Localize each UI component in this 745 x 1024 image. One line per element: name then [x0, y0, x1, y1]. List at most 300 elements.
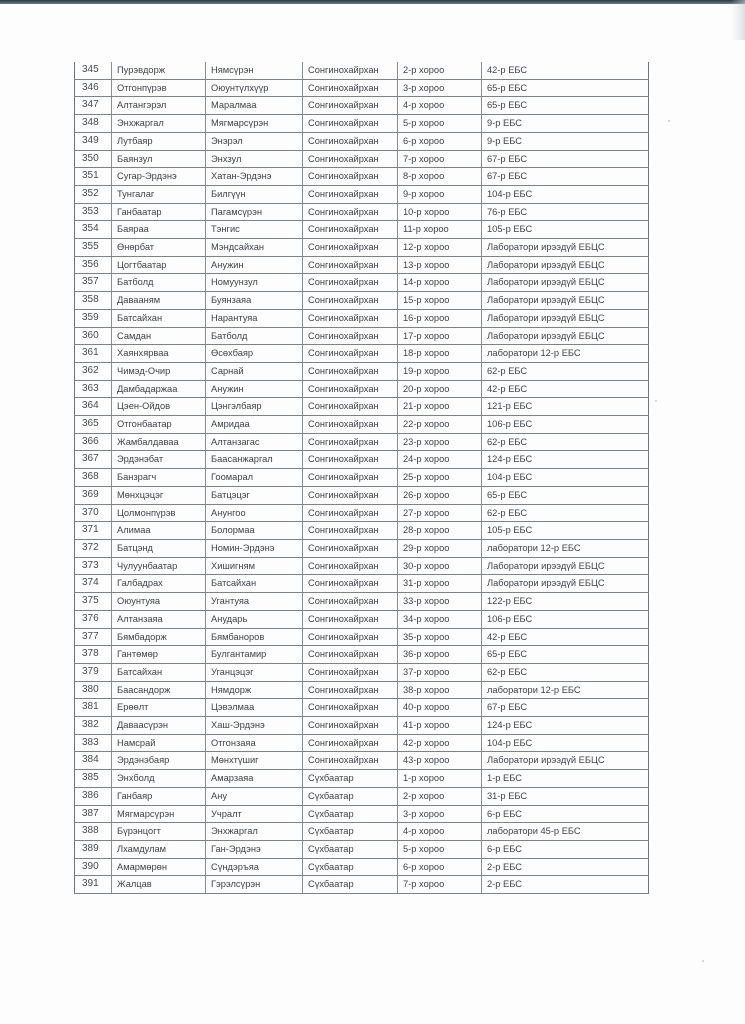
row-number: 390: [75, 858, 112, 876]
surname-cell: Тунгалаг: [112, 185, 206, 203]
district-cell: Сонгинохайрхан: [303, 345, 398, 363]
table-row: [75, 433, 649, 451]
given-name-cell: Хатан-Эрдэнэ: [206, 168, 303, 186]
khoroo-cell: 43-р хороо: [398, 752, 482, 770]
khoroo-cell: 35-р хороо: [398, 628, 482, 646]
surname-cell: Лхамдулам: [112, 840, 206, 858]
institution-cell: Лаборатори ирээдүй ЕБЦС: [482, 575, 649, 593]
khoroo-cell: 2-р хороо: [398, 62, 482, 79]
district-cell: Сонгинохайрхан: [303, 610, 398, 628]
given-name-cell: Нямдорж: [206, 681, 303, 699]
table-row: [75, 150, 649, 168]
scan-top-edge: [0, 0, 745, 4]
table-row: [75, 256, 649, 274]
given-name-cell: Ану: [206, 787, 303, 805]
surname-cell: Алтангэрэл: [112, 97, 206, 115]
row-number: 354: [75, 221, 112, 239]
khoroo-cell: 31-р хороо: [398, 575, 482, 593]
row-number: 364: [75, 398, 112, 416]
table-row: [75, 840, 649, 858]
given-name-cell: Өсөхбаяр: [206, 345, 303, 363]
given-name-cell: Алтанзагас: [206, 433, 303, 451]
district-cell: Сонгинохайрхан: [303, 646, 398, 664]
institution-cell: 67-р ЕБС: [482, 699, 649, 717]
khoroo-cell: 7-р хороо: [398, 150, 482, 168]
row-number: 385: [75, 770, 112, 788]
table-row: [75, 610, 649, 628]
row-number: 377: [75, 628, 112, 646]
institution-cell: лаборатори 45-р ЕБС: [482, 823, 649, 841]
table-row: [75, 309, 649, 327]
khoroo-cell: 36-р хороо: [398, 646, 482, 664]
institution-cell: Лаборатори ирээдүй ЕБЦС: [482, 292, 649, 310]
district-cell: Сонгинохайрхан: [303, 717, 398, 735]
institution-cell: 104-р ЕБС: [482, 185, 649, 203]
district-cell: Сонгинохайрхан: [303, 309, 398, 327]
given-name-cell: Ган-Эрдэнэ: [206, 840, 303, 858]
given-name-cell: Сүндэръяа: [206, 858, 303, 876]
district-cell: Сонгинохайрхан: [303, 734, 398, 752]
khoroo-cell: 17-р хороо: [398, 327, 482, 345]
row-number: 366: [75, 433, 112, 451]
table-row: [75, 628, 649, 646]
surname-cell: Баасандорж: [112, 681, 206, 699]
given-name-cell: Амридаа: [206, 416, 303, 434]
surname-cell: Ганбаяр: [112, 787, 206, 805]
district-cell: Сонгинохайрхан: [303, 593, 398, 611]
district-cell: Сонгинохайрхан: [303, 97, 398, 115]
surname-cell: Отгонбаатар: [112, 416, 206, 434]
khoroo-cell: 22-р хороо: [398, 416, 482, 434]
given-name-cell: Гоомарал: [206, 469, 303, 487]
row-number: 369: [75, 486, 112, 504]
table-row: [75, 451, 649, 469]
row-number: 382: [75, 717, 112, 735]
given-name-cell: Учралт: [206, 805, 303, 823]
surname-cell: Бямбадорж: [112, 628, 206, 646]
surname-cell: Алимаа: [112, 522, 206, 540]
row-number: 388: [75, 823, 112, 841]
surname-cell: Самдан: [112, 327, 206, 345]
surname-cell: Ерөөлт: [112, 699, 206, 717]
district-cell: Сонгинохайрхан: [303, 486, 398, 504]
district-cell: Сонгинохайрхан: [303, 628, 398, 646]
table-row: [75, 787, 649, 805]
surname-cell: Отгонпүрэв: [112, 79, 206, 97]
table-row: [75, 132, 649, 150]
row-number: 368: [75, 469, 112, 487]
khoroo-cell: 6-р хороо: [398, 858, 482, 876]
surname-cell: Баянзул: [112, 150, 206, 168]
surname-cell: Цэен-Ойдов: [112, 398, 206, 416]
row-number: 351: [75, 168, 112, 186]
row-number: 361: [75, 345, 112, 363]
scan-speck: [668, 120, 670, 122]
table-row: [75, 221, 649, 239]
institution-cell: лаборатори 12-р ЕБС: [482, 345, 649, 363]
institution-cell: 105-р ЕБС: [482, 522, 649, 540]
given-name-cell: Цэвэлмаа: [206, 699, 303, 717]
institution-cell: Лаборатори ирээдүй ЕБЦС: [482, 309, 649, 327]
surname-cell: Энхболд: [112, 770, 206, 788]
surname-cell: Батцэнд: [112, 539, 206, 557]
row-number: 373: [75, 557, 112, 575]
row-number: 359: [75, 309, 112, 327]
institution-cell: 65-р ЕБС: [482, 486, 649, 504]
surname-cell: Энхжаргал: [112, 115, 206, 133]
khoroo-cell: 38-р хороо: [398, 681, 482, 699]
given-name-cell: Оюунтүлхүүр: [206, 79, 303, 97]
given-name-cell: Энхжаргал: [206, 823, 303, 841]
table-row: [75, 504, 649, 522]
given-name-cell: Мөнхтүшиг: [206, 752, 303, 770]
district-cell: Сүхбаатар: [303, 805, 398, 823]
khoroo-cell: 25-р хороо: [398, 469, 482, 487]
table-row: [75, 79, 649, 97]
district-cell: Сонгинохайрхан: [303, 79, 398, 97]
khoroo-cell: 9-р хороо: [398, 185, 482, 203]
institution-cell: 121-р ЕБС: [482, 398, 649, 416]
row-number: 379: [75, 663, 112, 681]
institution-cell: 62-р ЕБС: [482, 504, 649, 522]
district-cell: Сонгинохайрхан: [303, 115, 398, 133]
district-cell: Сонгинохайрхан: [303, 663, 398, 681]
given-name-cell: Гэрэлсүрэн: [206, 876, 303, 894]
khoroo-cell: 11-р хороо: [398, 221, 482, 239]
given-name-cell: Мягмарсүрэн: [206, 115, 303, 133]
surname-cell: Бүрэнцогт: [112, 823, 206, 841]
khoroo-cell: 1-р хороо: [398, 770, 482, 788]
participants-table: [74, 62, 649, 894]
row-number: 348: [75, 115, 112, 133]
district-cell: Сонгинохайрхан: [303, 398, 398, 416]
institution-cell: Лаборатори ирээдүй ЕБЦС: [482, 327, 649, 345]
table-row: [75, 752, 649, 770]
institution-cell: 42-р ЕБС: [482, 628, 649, 646]
table-row: [75, 734, 649, 752]
table-row: [75, 876, 649, 894]
row-number: 374: [75, 575, 112, 593]
surname-cell: Эрдэнэбат: [112, 451, 206, 469]
scan-speck: [655, 400, 657, 402]
khoroo-cell: 7-р хороо: [398, 876, 482, 894]
surname-cell: Пурэвдорж: [112, 62, 206, 79]
given-name-cell: Пагамсүрэн: [206, 203, 303, 221]
institution-cell: Лаборатори ирээдүй ЕБЦС: [482, 256, 649, 274]
row-number: 350: [75, 150, 112, 168]
institution-cell: 6-р ЕБС: [482, 805, 649, 823]
institution-cell: 67-р ЕБС: [482, 168, 649, 186]
surname-cell: Батсайхан: [112, 663, 206, 681]
district-cell: Сүхбаатар: [303, 770, 398, 788]
surname-cell: Батболд: [112, 274, 206, 292]
table-row: [75, 575, 649, 593]
district-cell: Сонгинохайрхан: [303, 469, 398, 487]
table-body: [75, 62, 649, 894]
district-cell: Сонгинохайрхан: [303, 380, 398, 398]
institution-cell: 104-р ЕБС: [482, 734, 649, 752]
table-row: [75, 398, 649, 416]
khoroo-cell: 5-р хороо: [398, 115, 482, 133]
row-number: 383: [75, 734, 112, 752]
scan-corner-shadow: [731, 0, 745, 40]
row-number: 360: [75, 327, 112, 345]
surname-cell: Амармөрөн: [112, 858, 206, 876]
institution-cell: 31-р ЕБС: [482, 787, 649, 805]
given-name-cell: Хишигням: [206, 557, 303, 575]
table-row: [75, 823, 649, 841]
institution-cell: 62-р ЕБС: [482, 362, 649, 380]
given-name-cell: Буянзаяа: [206, 292, 303, 310]
row-number: 380: [75, 681, 112, 699]
khoroo-cell: 14-р хороо: [398, 274, 482, 292]
khoroo-cell: 16-р хороо: [398, 309, 482, 327]
given-name-cell: Бямбаноров: [206, 628, 303, 646]
table-row: [75, 185, 649, 203]
table-row: [75, 203, 649, 221]
table-row: [75, 274, 649, 292]
surname-cell: Ганбаатар: [112, 203, 206, 221]
surname-cell: Хаянхярваа: [112, 345, 206, 363]
institution-cell: 42-р ЕБС: [482, 62, 649, 79]
table-row: [75, 593, 649, 611]
institution-cell: 9-р ЕБС: [482, 132, 649, 150]
district-cell: Сонгинохайрхан: [303, 416, 398, 434]
institution-cell: 67-р ЕБС: [482, 150, 649, 168]
given-name-cell: Анударь: [206, 610, 303, 628]
row-number: 386: [75, 787, 112, 805]
khoroo-cell: 10-р хороо: [398, 203, 482, 221]
table-row: [75, 717, 649, 735]
district-cell: Сүхбаатар: [303, 787, 398, 805]
given-name-cell: Батболд: [206, 327, 303, 345]
given-name-cell: Мэндсайхан: [206, 239, 303, 257]
given-name-cell: Отгонзаяа: [206, 734, 303, 752]
khoroo-cell: 41-р хороо: [398, 717, 482, 735]
district-cell: Сүхбаатар: [303, 876, 398, 894]
khoroo-cell: 3-р хороо: [398, 79, 482, 97]
given-name-cell: Батцэцэг: [206, 486, 303, 504]
table-row: [75, 699, 649, 717]
khoroo-cell: 23-р хороо: [398, 433, 482, 451]
institution-cell: Лаборатори ирээдүй ЕБЦС: [482, 239, 649, 257]
given-name-cell: Уганцэцэг: [206, 663, 303, 681]
given-name-cell: Номин-Эрдэнэ: [206, 539, 303, 557]
given-name-cell: Нямсүрэн: [206, 62, 303, 79]
institution-cell: 124-р ЕБС: [482, 451, 649, 469]
district-cell: Сонгинохайрхан: [303, 168, 398, 186]
district-cell: Сонгинохайрхан: [303, 292, 398, 310]
given-name-cell: Нарантуяа: [206, 309, 303, 327]
row-number: 372: [75, 539, 112, 557]
district-cell: Сонгинохайрхан: [303, 132, 398, 150]
institution-cell: 122-р ЕБС: [482, 593, 649, 611]
table-row: [75, 416, 649, 434]
district-cell: Сонгинохайрхан: [303, 239, 398, 257]
surname-cell: Сугар-Эрдэнэ: [112, 168, 206, 186]
given-name-cell: Батсайхан: [206, 575, 303, 593]
row-number: 370: [75, 504, 112, 522]
khoroo-cell: 26-р хороо: [398, 486, 482, 504]
surname-cell: Өнөрбат: [112, 239, 206, 257]
khoroo-cell: 40-р хороо: [398, 699, 482, 717]
row-number: 367: [75, 451, 112, 469]
institution-cell: 105-р ЕБС: [482, 221, 649, 239]
given-name-cell: Цэнгэлбаяр: [206, 398, 303, 416]
district-cell: Сонгинохайрхан: [303, 522, 398, 540]
row-number: 381: [75, 699, 112, 717]
khoroo-cell: 3-р хороо: [398, 805, 482, 823]
table-row: [75, 97, 649, 115]
table-row: [75, 292, 649, 310]
given-name-cell: Баасанжаргал: [206, 451, 303, 469]
khoroo-cell: 12-р хороо: [398, 239, 482, 257]
district-cell: Сонгинохайрхан: [303, 150, 398, 168]
institution-cell: 2-р ЕБС: [482, 876, 649, 894]
khoroo-cell: 28-р хороо: [398, 522, 482, 540]
document-page: [74, 62, 648, 894]
row-number: 345: [75, 62, 112, 79]
district-cell: Сонгинохайрхан: [303, 681, 398, 699]
table-row: [75, 557, 649, 575]
table-row: [75, 858, 649, 876]
table-row: [75, 469, 649, 487]
surname-cell: Чимэд-Очир: [112, 362, 206, 380]
given-name-cell: Энхзул: [206, 150, 303, 168]
institution-cell: 6-р ЕБС: [482, 840, 649, 858]
surname-cell: Даваaням: [112, 292, 206, 310]
table-row: [75, 168, 649, 186]
row-number: 356: [75, 256, 112, 274]
table-row: [75, 115, 649, 133]
surname-cell: Оюунтуяа: [112, 593, 206, 611]
row-number: 346: [75, 79, 112, 97]
district-cell: Сонгинохайрхан: [303, 256, 398, 274]
district-cell: Сонгинохайрхан: [303, 752, 398, 770]
given-name-cell: Билгүүн: [206, 185, 303, 203]
institution-cell: 62-р ЕБС: [482, 663, 649, 681]
institution-cell: 2-р ЕБС: [482, 858, 649, 876]
khoroo-cell: 21-р хороо: [398, 398, 482, 416]
row-number: 355: [75, 239, 112, 257]
surname-cell: Батсайхан: [112, 309, 206, 327]
district-cell: Сонгинохайрхан: [303, 433, 398, 451]
table-row: [75, 770, 649, 788]
surname-cell: Баяраа: [112, 221, 206, 239]
khoroo-cell: 4-р хороо: [398, 823, 482, 841]
given-name-cell: Тэнгис: [206, 221, 303, 239]
surname-cell: Даваасүрэн: [112, 717, 206, 735]
district-cell: Сүхбаатар: [303, 823, 398, 841]
institution-cell: Лаборатори ирээдүй ЕБЦС: [482, 274, 649, 292]
row-number: 362: [75, 362, 112, 380]
surname-cell: Мягмарсүрэн: [112, 805, 206, 823]
surname-cell: Гантөмөр: [112, 646, 206, 664]
khoroo-cell: 33-р хороо: [398, 593, 482, 611]
district-cell: Сонгинохайрхан: [303, 504, 398, 522]
institution-cell: 106-р ЕБС: [482, 416, 649, 434]
row-number: 352: [75, 185, 112, 203]
table-row: [75, 539, 649, 557]
given-name-cell: Амарзаяа: [206, 770, 303, 788]
khoroo-cell: 29-р хороо: [398, 539, 482, 557]
row-number: 376: [75, 610, 112, 628]
institution-cell: 65-р ЕБС: [482, 79, 649, 97]
institution-cell: Лаборатори ирээдүй ЕБЦС: [482, 557, 649, 575]
table-row: [75, 646, 649, 664]
district-cell: Сонгинохайрхан: [303, 575, 398, 593]
khoroo-cell: 24-р хороо: [398, 451, 482, 469]
surname-cell: Банзрагч: [112, 469, 206, 487]
institution-cell: 104-р ЕБС: [482, 469, 649, 487]
given-name-cell: Булгантамир: [206, 646, 303, 664]
district-cell: Сонгинохайрхан: [303, 185, 398, 203]
institution-cell: Лаборатори ирээдүй ЕБЦС: [482, 752, 649, 770]
row-number: 347: [75, 97, 112, 115]
surname-cell: Алтанзаяа: [112, 610, 206, 628]
row-number: 378: [75, 646, 112, 664]
table-row: [75, 663, 649, 681]
given-name-cell: Сарнай: [206, 362, 303, 380]
district-cell: Сүхбаатар: [303, 858, 398, 876]
khoroo-cell: 42-р хороо: [398, 734, 482, 752]
table-row: [75, 522, 649, 540]
district-cell: Сонгинохайрхан: [303, 539, 398, 557]
khoroo-cell: 6-р хороо: [398, 132, 482, 150]
row-number: 375: [75, 593, 112, 611]
given-name-cell: Номуунзул: [206, 274, 303, 292]
row-number: 365: [75, 416, 112, 434]
surname-cell: Намсрай: [112, 734, 206, 752]
district-cell: Сүхбаатар: [303, 840, 398, 858]
khoroo-cell: 8-р хороо: [398, 168, 482, 186]
row-number: 358: [75, 292, 112, 310]
surname-cell: Эрдэнэбаяр: [112, 752, 206, 770]
row-number: 371: [75, 522, 112, 540]
district-cell: Сонгинохайрхан: [303, 203, 398, 221]
table-row: [75, 327, 649, 345]
given-name-cell: Энэрэл: [206, 132, 303, 150]
row-number: 353: [75, 203, 112, 221]
table-row: [75, 486, 649, 504]
scan-speck: [702, 960, 704, 962]
district-cell: Сонгинохайрхан: [303, 327, 398, 345]
institution-cell: лаборатори 12-р ЕБС: [482, 539, 649, 557]
institution-cell: 1-р ЕБС: [482, 770, 649, 788]
khoroo-cell: 37-р хороо: [398, 663, 482, 681]
given-name-cell: Анужин: [206, 256, 303, 274]
khoroo-cell: 13-р хороо: [398, 256, 482, 274]
surname-cell: Галбадрах: [112, 575, 206, 593]
district-cell: Сонгинохайрхан: [303, 274, 398, 292]
surname-cell: Жамбалдаваа: [112, 433, 206, 451]
table-row: [75, 681, 649, 699]
institution-cell: 124-р ЕБС: [482, 717, 649, 735]
surname-cell: Лутбаяр: [112, 132, 206, 150]
table-row: [75, 380, 649, 398]
given-name-cell: Угантуяа: [206, 593, 303, 611]
row-number: 387: [75, 805, 112, 823]
given-name-cell: Анужин: [206, 380, 303, 398]
surname-cell: Цолмонпүрэв: [112, 504, 206, 522]
district-cell: Сонгинохайрхан: [303, 557, 398, 575]
given-name-cell: Маралмаа: [206, 97, 303, 115]
district-cell: Сонгинохайрхан: [303, 699, 398, 717]
row-number: 349: [75, 132, 112, 150]
given-name-cell: Анунгоо: [206, 504, 303, 522]
institution-cell: лаборатори 12-р ЕБС: [482, 681, 649, 699]
table-row: [75, 239, 649, 257]
